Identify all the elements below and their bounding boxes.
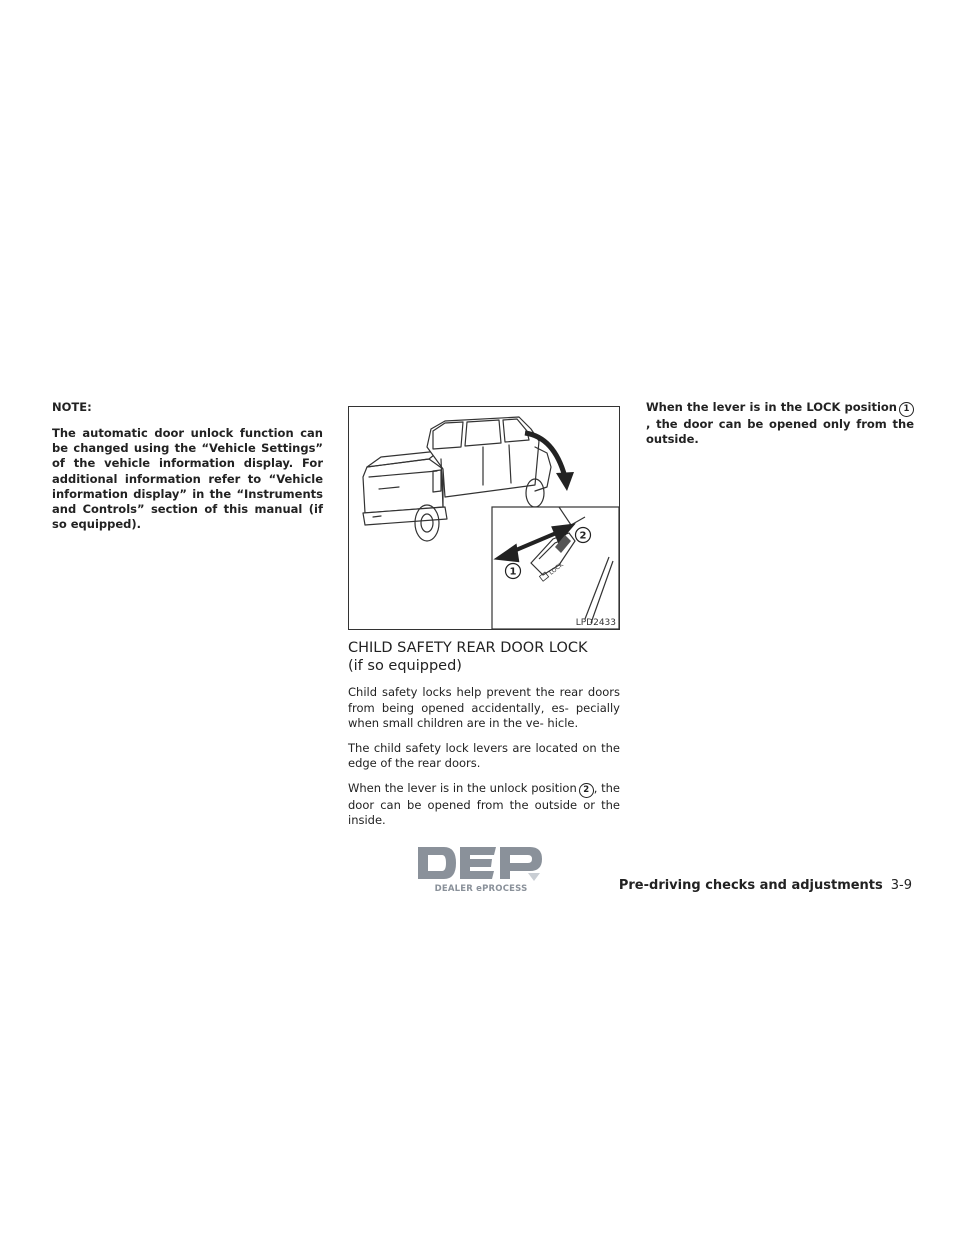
paragraph-purpose: Child safety locks help prevent the rear doors from being opened accidentally, es- pecially when small children are in the ve- hicle. — [348, 685, 620, 730]
pickup-truck-illustration — [349, 407, 619, 629]
paragraph-location: The child safety lock levers are located on the edge of the rear doors. — [348, 740, 620, 770]
lock-text-before: When the lever is in the LOCK position — [646, 400, 897, 414]
note-label: NOTE: — [52, 400, 92, 414]
section-heading — [348, 640, 620, 675]
lock-column — [646, 400, 914, 447]
unlock-text-after: , the door can be opened from the outside or the inside. — [348, 780, 621, 827]
child-lock-column — [348, 400, 620, 838]
dep-logo-mark — [418, 845, 544, 883]
lock-marker: 1 — [899, 402, 914, 417]
note-column — [52, 400, 323, 532]
dealer-eprocess-logo — [418, 845, 544, 895]
watermark-text: DEALER ePROCESS — [434, 884, 528, 894]
page-footer — [619, 878, 912, 893]
callout-2: 2 — [579, 530, 587, 542]
section-title-line2: (if so equipped) — [348, 657, 462, 674]
figure-code: LPD2433 — [575, 618, 616, 628]
page-number: 3-9 — [890, 878, 912, 893]
unlock-marker: 2 — [579, 783, 594, 798]
footer-section-title: Pre-driving checks and adjustments — [618, 878, 883, 893]
callout-1: 1 — [509, 566, 517, 578]
section-title-line1: CHILD SAFETY REAR DOOR LOCK — [348, 640, 588, 656]
child-lock-figure — [348, 406, 620, 630]
paragraph-lock — [646, 400, 914, 447]
paragraph-unlock — [348, 781, 620, 829]
unlock-text-before: When the lever is in the unlock position — [348, 780, 577, 795]
note-text: The automatic door unlock function can be changed using the “Vehicle Settings” of the vehicle information display. For additional information refer to “Vehicle information display” in the “Instruments and Controls” section of this manual (if so equipped). — [52, 426, 323, 532]
lock-label: LOCK — [547, 561, 565, 577]
lock-text-after: , the door can be opened only from the outside. — [646, 417, 914, 447]
